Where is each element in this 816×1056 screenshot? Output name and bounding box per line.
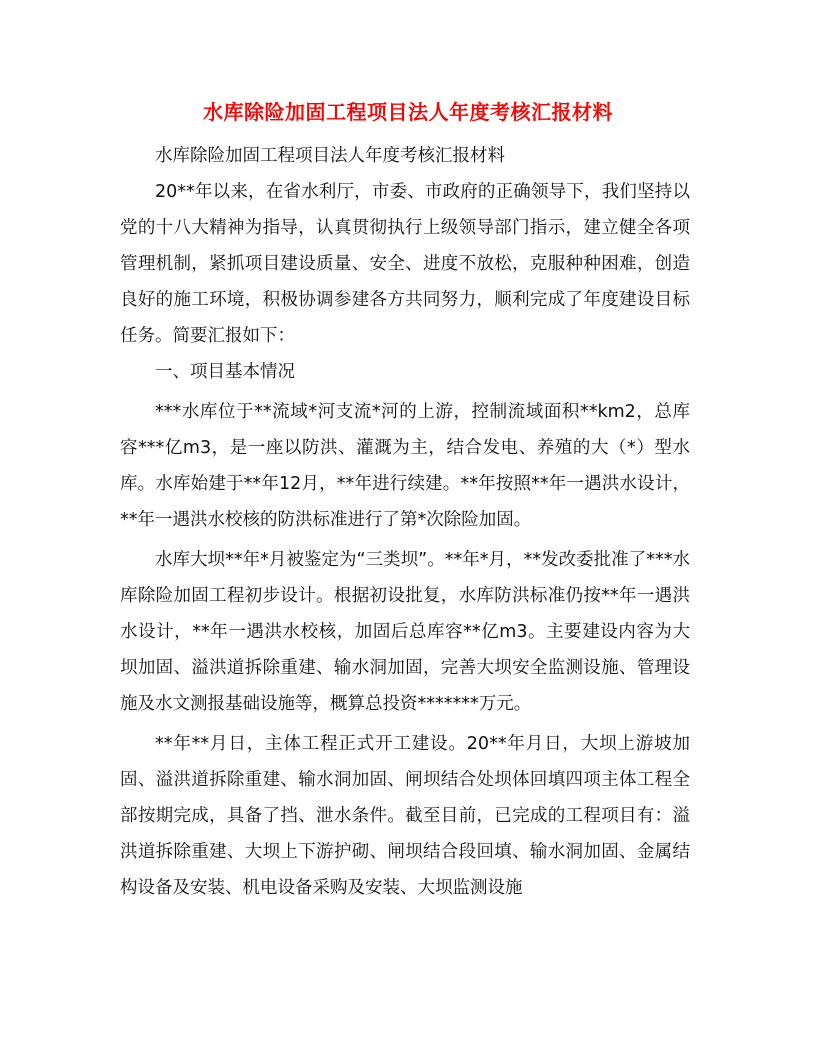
paragraph-subtitle: 水库除险加固工程项目法人年度考核汇报材料	[155, 146, 505, 166]
section-heading-basic-info: 一、项目基本情况	[155, 362, 295, 382]
paragraph-intro: 20**年以来，在省水利厅，市委、市政府的正确领导下，我们坚持以党的十八大精神为指导，认真贯彻执行上级领导部门指示，建立健全各项管理机制，紧抓项目建设质量、安全、进度不放松，克服种种困难，创造良好的施工环境，积极协调参建各方共同努力，顺利完成了年度建设目标任务。简要汇报如下：	[120, 182, 690, 346]
document-title: 水库除险加固工程项目法人年度考核汇报材料	[203, 100, 613, 124]
paragraph-reservoir-location: ***水库位于**流域*河支流*河的上游，控制流域面积**km2，总库容***亿m3，是一座以防洪、灌溉为主，结合发电、养殖的大（*）型水库。水库始建于**年12月，**年进行续建。**年按照**年一遇洪水设计，**年一遇洪水校核的防洪标准进行了第*次除险加固。	[120, 402, 690, 530]
paragraph-construction-progress: **年**月日，主体工程正式开工建设。20**年月日，大坝上游坡加固、溢洪道拆除重建、输水洞加固、闸坝结合处坝体回填四项主体工程全部按期完成，具备了挡、泄水条件。截至目前，已完成的工程项目有：溢洪道拆除重建、大坝上下游护砌、闸坝结合段回填、输水洞加固、金属结构设备及安装、机电设备采购及安装、大坝监测设施	[120, 734, 690, 898]
paragraph-dam-appraisal: 水库大坝**年*月被鉴定为“三类坝”。**年*月，**发改委批准了***水库除险加固工程初步设计。根据初设批复，水库防洪标准仍按**年一遇洪水设计，**年一遇洪水校核，加固后总库容**亿m3。主要建设内容为大坝加固、溢洪道拆除重建、输水洞加固，完善大坝安全监测设施、管理设施及水文测报基础设施等，概算总投资*******万元。	[120, 550, 690, 714]
document-body	[120, 138, 690, 906]
